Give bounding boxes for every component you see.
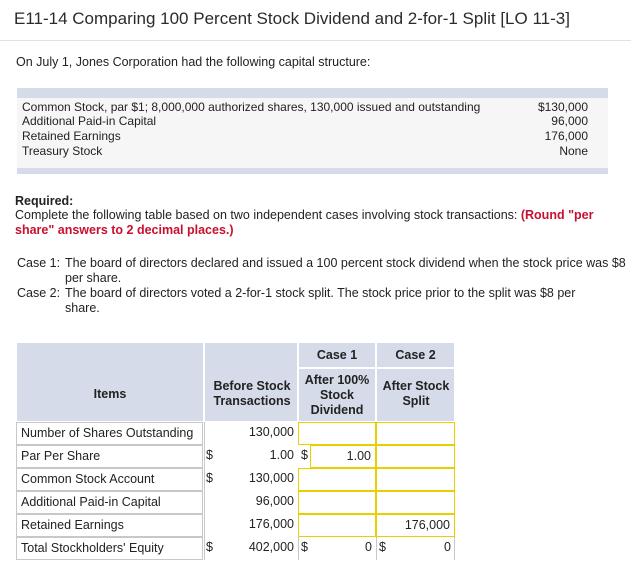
case1-dollar-sign: $ [301, 540, 308, 554]
case2-shares-input[interactable] [376, 422, 455, 445]
case1-apic-input[interactable] [298, 491, 376, 514]
capital-row-value: 176,000 [544, 129, 588, 143]
before-value: 130,000 [248, 425, 294, 439]
case1-retained-earnings-input[interactable] [298, 514, 376, 537]
table-row-label: Retained Earnings [16, 514, 203, 537]
case1-dollar-sign: $ [301, 448, 308, 462]
capital-row-value: 96,000 [551, 114, 588, 128]
case-1-description [17, 256, 631, 288]
header-case1-sub: After 100% Stock Dividend [304, 373, 370, 417]
case-label: Case 2: [17, 286, 61, 300]
capital-row-label: Retained Earnings [22, 129, 121, 143]
header-items: Items [93, 387, 127, 401]
case2-apic-input[interactable] [376, 491, 455, 514]
case2-par-input[interactable] [376, 445, 455, 468]
intro-text: On July 1, Jones Corporation had the following capital structure: [16, 55, 371, 69]
capital-row-label: Additional Paid-in Capital [22, 114, 157, 128]
column-divider [376, 537, 377, 560]
capital-row-value: None [559, 144, 588, 158]
case1-common-stock-input[interactable] [298, 468, 376, 491]
capital-row-value: $130,000 [537, 100, 588, 114]
table-row-label: Par Per Share [16, 445, 203, 468]
capital-structure-box [17, 88, 608, 174]
title-divider [0, 40, 631, 41]
before-value: 96,000 [255, 494, 294, 508]
capital-box-top-band [17, 88, 608, 98]
column-divider [298, 537, 299, 560]
header-before: Before Stock Transactions [213, 379, 291, 408]
table-row-label: Additional Paid-in Capital [16, 491, 203, 514]
table-row-label: Number of Shares Outstanding [16, 422, 203, 445]
case2-common-stock-input[interactable] [376, 468, 455, 491]
rounding-note: (Round "per share" answers to 2 decimal places.) [15, 208, 594, 237]
required-heading: Required: [15, 194, 74, 208]
case2-retained-earnings-input[interactable]: 176,000 [376, 514, 455, 537]
before-value: 130,000 [248, 471, 294, 485]
header-case2-sub: After Stock Split [382, 379, 450, 408]
before-dollar-sign: $ [206, 540, 213, 554]
case1-shares-input[interactable] [298, 422, 376, 445]
case2-dollar-sign: $ [379, 540, 386, 554]
case2-total-value: 0 [444, 540, 451, 554]
case-text: The board of directors voted a 2-for-1 stock split. The stock price prior to the split was $8 per share. [65, 286, 576, 315]
capital-row-label: Common Stock, par $1; 8,000,000 authorized shares, 130,000 issued and outstanding [22, 100, 481, 114]
header-items-cell [16, 342, 204, 422]
case1-total-value: 0 [365, 540, 372, 554]
case-text: The board of directors declared and issued a 100 percent stock dividend when the stock price was $8 per share. [65, 256, 626, 285]
column-divider [454, 537, 455, 560]
required-instructions: Complete the following table based on two independent cases involving stock transactions: [15, 208, 521, 222]
case-label: Case 1: [17, 256, 61, 270]
page-title: E11-14 Comparing 100 Percent Stock Dividend and 2-for-1 Split [LO 11-3] [14, 9, 570, 28]
capital-box-bottom-band [17, 168, 608, 174]
table-row-label: Total Stockholders' Equity [16, 537, 203, 560]
case1-par-input[interactable]: 1.00 [310, 445, 376, 468]
before-dollar-sign: $ [206, 448, 213, 462]
before-value: 402,000 [248, 540, 294, 554]
capital-row-label: Treasury Stock [22, 144, 103, 158]
before-value: 1.00 [269, 448, 294, 462]
column-divider [204, 422, 205, 560]
before-value: 176,000 [248, 517, 294, 531]
header-case1: Case 1 [316, 348, 358, 362]
required-text [15, 208, 625, 238]
before-dollar-sign: $ [206, 471, 213, 485]
case-2-description [17, 286, 631, 318]
table-row-label: Common Stock Account [16, 468, 203, 491]
header-case2: Case 2 [395, 348, 436, 362]
